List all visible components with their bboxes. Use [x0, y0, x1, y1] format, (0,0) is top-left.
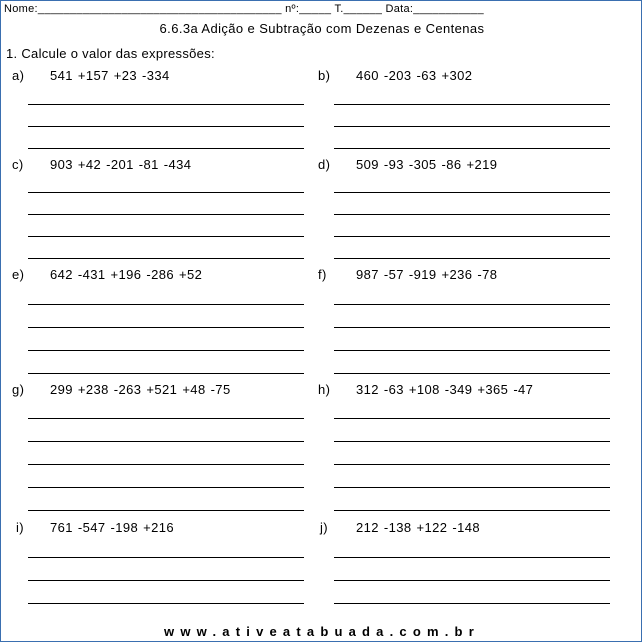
exercise-expression: 903 +42 -201 -81 -434 — [50, 157, 192, 172]
exercise-label: a) — [12, 68, 25, 83]
answer-line — [334, 464, 610, 465]
exercise-label: b) — [318, 68, 331, 83]
instruction-text: 1. Calcule o valor das expressões: — [6, 46, 215, 61]
answer-line — [334, 350, 610, 351]
exercise-expression: 299 +238 -263 +521 +48 -75 — [50, 382, 231, 397]
exercise-expression: 761 -547 -198 +216 — [50, 520, 175, 535]
exercise-label: g) — [12, 382, 25, 397]
answer-line — [28, 350, 304, 351]
exercise-label: h) — [318, 382, 331, 397]
exercise-label: i) — [16, 520, 25, 535]
answer-line — [334, 580, 610, 581]
exercise-expression: 509 -93 -305 -86 +219 — [356, 157, 498, 172]
exercise-expression: 987 -57 -919 +236 -78 — [356, 267, 498, 282]
exercise-label: j) — [320, 520, 329, 535]
answer-line — [334, 214, 610, 215]
answer-line — [334, 126, 610, 127]
answer-line — [334, 258, 610, 259]
answer-line — [334, 236, 610, 237]
answer-line — [334, 327, 610, 328]
answer-line — [28, 104, 304, 105]
answer-line — [28, 580, 304, 581]
answer-line — [334, 441, 610, 442]
answer-line — [28, 487, 304, 488]
answer-line — [334, 510, 610, 511]
page-title: 6.6.3a Adição e Subtração com Dezenas e Centenas — [159, 21, 485, 36]
answer-line — [334, 373, 610, 374]
answer-line — [28, 304, 304, 305]
answer-line — [334, 603, 610, 604]
answer-line — [28, 418, 304, 419]
exercise-label: d) — [318, 157, 331, 172]
answer-line — [28, 327, 304, 328]
answer-line — [28, 510, 304, 511]
student-info-header: Nome:______________________________________ nº:_____ T.______ Data:___________ — [4, 3, 484, 15]
answer-line — [28, 214, 304, 215]
answer-line — [334, 104, 610, 105]
answer-line — [334, 304, 610, 305]
answer-line — [28, 192, 304, 193]
answer-line — [28, 441, 304, 442]
answer-line — [334, 148, 610, 149]
exercise-label: c) — [12, 157, 24, 172]
answer-line — [334, 487, 610, 488]
answer-line — [28, 603, 304, 604]
answer-line — [334, 418, 610, 419]
website-footer: www.ativeatabuada.com.br — [164, 624, 480, 639]
exercise-expression: 312 -63 +108 -349 +365 -47 — [356, 382, 534, 397]
answer-line — [334, 192, 610, 193]
exercise-expression: 642 -431 +196 -286 +52 — [50, 267, 203, 282]
answer-line — [28, 464, 304, 465]
exercise-expression: 460 -203 -63 +302 — [356, 68, 473, 83]
exercise-expression: 541 +157 +23 -334 — [50, 68, 170, 83]
answer-line — [28, 236, 304, 237]
answer-line — [28, 126, 304, 127]
answer-line — [28, 258, 304, 259]
answer-line — [28, 148, 304, 149]
exercise-label: e) — [12, 267, 25, 282]
answer-line — [28, 373, 304, 374]
answer-line — [28, 557, 304, 558]
exercise-expression: 212 -138 +122 -148 — [356, 520, 481, 535]
answer-line — [334, 557, 610, 558]
exercise-label: f) — [318, 267, 327, 282]
